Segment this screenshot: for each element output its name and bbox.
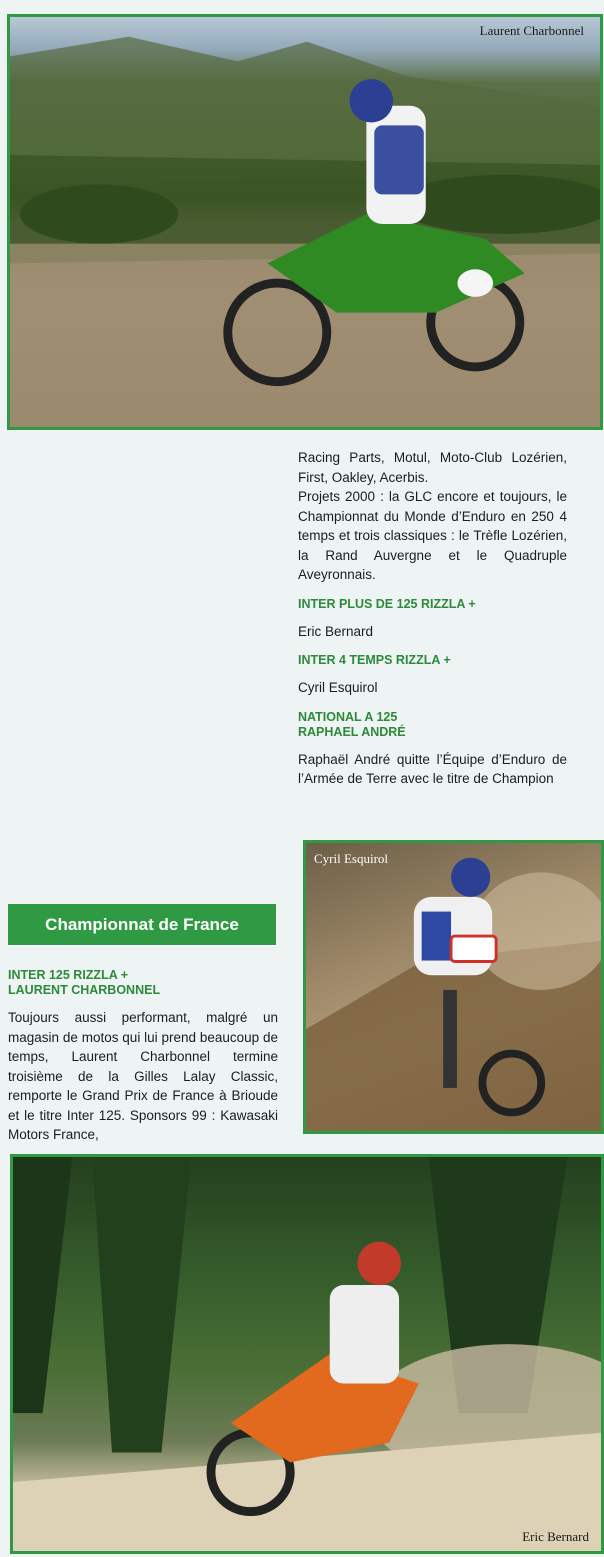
photo-eric-bernard: [10, 1154, 604, 1554]
heading-line: INTER 125 RIZZLA +: [8, 968, 129, 982]
paragraph-sponsors: Racing Parts, Motul, Moto-Club Lozérien, First, Oakley, Acerbis.: [298, 450, 567, 485]
article-left-column: [8, 968, 278, 1145]
rider-name-cyril-esquirol: Cyril Esquirol: [298, 680, 378, 695]
section-heading-national-125: [298, 710, 567, 740]
photo-caption: Eric Bernard: [522, 1529, 589, 1544]
paragraph-raphael-andre: Raphaël André quitte l’Équipe d’Enduro de l’Armée de Terre avec le titre de Champion: [298, 751, 567, 786]
section-heading-inter-125: [8, 968, 278, 998]
section-heading-inter-plus-125: INTER PLUS DE 125 RIZZLA +: [298, 596, 476, 611]
photo-caption: Cyril Esquirol: [314, 851, 389, 866]
section-heading-inter-4-temps: INTER 4 TEMPS RIZZLA +: [298, 653, 451, 667]
heading-line: RAPHAEL ANDRÉ: [298, 724, 406, 739]
photo-cyril-esquirol: [303, 840, 604, 1134]
paragraph-laurent-charbonnel: Toujours aussi performant, malgré un magasin de motos qui lui prend beaucoup de temps, Laurent Charbonnel termine troisième de la Gilles Lalay Classic, remporte le Grand Prix de France à Brioude et le titre Inter 125. Sponsors 99 : Kawasaki Motors France,: [8, 1010, 278, 1142]
rider-name-eric-bernard: Eric Bernard: [298, 623, 374, 639]
heading-line: LAURENT CHARBONNEL: [8, 983, 161, 997]
photo-scene-middle: [306, 843, 601, 1131]
section-banner-championnat: Championnat de France: [8, 904, 276, 946]
photo-scene-bottom: [13, 1157, 601, 1551]
photo-scene-top: [10, 17, 600, 427]
heading-line: NATIONAL A 125: [298, 709, 398, 724]
photo-caption: Laurent Charbonnel: [479, 23, 584, 38]
paragraph-projects: Projets 2000 : la GLC encore et toujours, le Championnat du Monde d’Enduro en 250 4 temps et trois classiques : le Trèfle Lozérien, la Rand Auvergne et le Quadruple Aveyronnais.: [298, 489, 567, 582]
photo-laurent-charbonnel: [7, 14, 603, 430]
article-right-column: [298, 448, 567, 789]
